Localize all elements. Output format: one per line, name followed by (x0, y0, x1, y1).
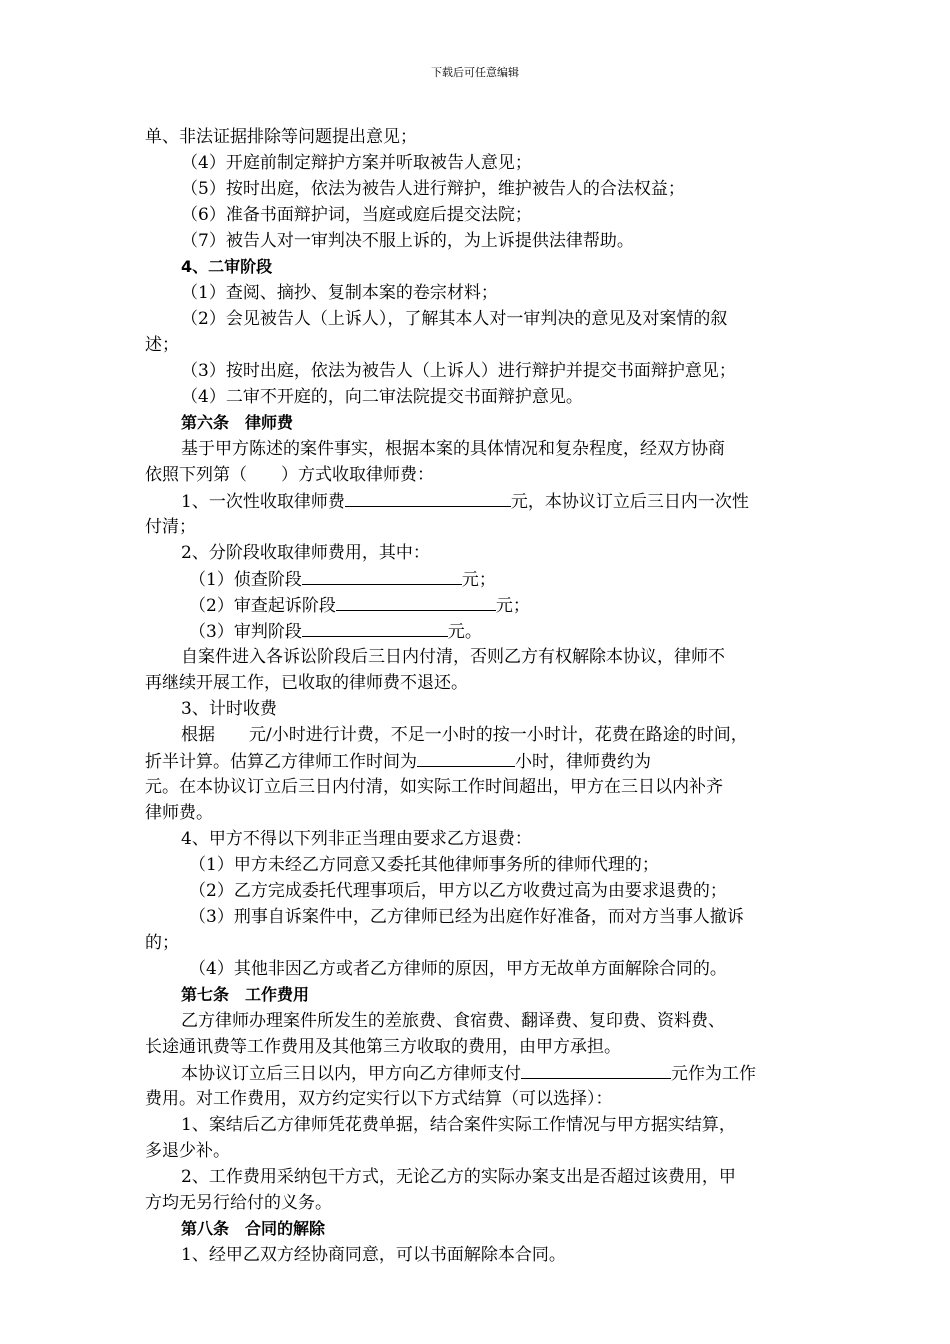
paragraph-line: 乙方律师办理案件所发生的差旅费、食宿费、翻译费、复印费、资料费、 (181, 1011, 725, 1031)
fee-label: （2）审查起诉阶段 (189, 596, 336, 616)
fee-suffix: 元，本协议订立后三日内一次性 (510, 492, 749, 512)
fee-label: 本协议订立后三日以内，甲方向乙方律师支付 (181, 1064, 521, 1084)
fee-label: 1、一次性收取律师费 (181, 492, 345, 512)
paragraph-line: 4、甲方不得以下列非正当理由要求乙方退费： (181, 829, 532, 849)
paragraph-line: （2）乙方完成委托代理事项后，甲方以乙方收费过高为由要求退费的； (189, 881, 727, 901)
paragraph-line: 单、非法证据排除等问题提出意见； (145, 127, 417, 147)
fee-suffix: 元。 (447, 622, 482, 642)
paragraph-line: （6）准备书面辩护词，当庭或庭后提交法院； (181, 205, 532, 225)
fee-line (145, 1060, 815, 1086)
paragraph-line: 1、案结后乙方律师凭花费单据，结合案件实际工作情况与甲方据实结算， (181, 1115, 736, 1135)
fee-line (145, 566, 815, 592)
blank-underline (302, 566, 462, 585)
fee-suffix: 元； (461, 570, 496, 590)
paragraph-line: （1）查阅、摘抄、复制本案的卷宗材料； (181, 283, 498, 303)
page-header: 下载后可任意编辑 (431, 66, 519, 79)
fee-line (145, 592, 815, 618)
fee-label: 折半计算。估算乙方律师工作时间为 (145, 752, 417, 772)
fee-line (145, 748, 815, 774)
paragraph-line: 依照下列第（ ）方式收取律师费： (145, 465, 434, 485)
document-body (145, 124, 815, 1268)
paragraph-line: （3）刑事自诉案件中，乙方律师已经为出庭作好准备，而对方当事人撤诉 (189, 907, 744, 927)
fee-suffix: 元； (495, 596, 530, 616)
blank-underline (521, 1060, 671, 1079)
paragraph-line: 方均无另行给付的义务。 (145, 1193, 332, 1213)
fee-suffix: 小时，律师费约为 (515, 752, 651, 772)
paragraph-line: 律师费。 (145, 803, 213, 823)
paragraph-line: 多退少补。 (145, 1141, 230, 1161)
paragraph-line: （3）按时出庭，依法为被告人（上诉人）进行辩护并提交书面辩护意见； (181, 361, 736, 381)
paragraph-line: 的； (145, 933, 179, 953)
paragraph-line: 自案件进入各诉讼阶段后三日内付清，否则乙方有权解除本协议，律师不 (181, 647, 725, 667)
paragraph-line: （4）开庭前制定辩护方案并听取被告人意见； (181, 153, 532, 173)
paragraph-line: 长途通讯费等工作费用及其他第三方收取的费用，由甲方承担。 (145, 1037, 621, 1057)
fee-label: （3）审判阶段 (189, 622, 302, 642)
paragraph-line: （2）会见被告人（上诉人），了解其本人对一审判决的意见及对案情的叙 (181, 309, 728, 329)
article-heading: 第八条 合同的解除 (181, 1219, 326, 1238)
paragraph-line: 再继续开展工作，已收取的律师费不退还。 (145, 673, 468, 693)
paragraph-line: 2、分阶段收取律师费用，其中： (181, 543, 430, 563)
paragraph-line: 3、计时收费 (181, 699, 277, 719)
blank-underline (336, 592, 496, 611)
fee-line (145, 618, 815, 644)
paragraph-line: （7）被告人对一审判决不服上诉的，为上诉提供法律帮助。 (181, 231, 634, 251)
fee-label: （1）侦查阶段 (189, 570, 302, 590)
section-heading: 4、二审阶段 (181, 257, 273, 276)
blank-underline (345, 488, 511, 507)
paragraph-line: 付清； (145, 517, 196, 537)
blank-underline (417, 748, 515, 767)
paragraph-line: （5）按时出庭，依法为被告人进行辩护，维护被告人的合法权益； (181, 179, 685, 199)
fee-line (145, 488, 815, 514)
paragraph-line: （4）二审不开庭的，向二审法院提交书面辩护意见。 (181, 387, 583, 407)
paragraph-line: 2、工作费用采纳包干方式，无论乙方的实际办案支出是否超过该费用，甲 (181, 1167, 736, 1187)
paragraph-line: 基于甲方陈述的案件事实，根据本案的具体情况和复杂程度，经双方协商 (181, 439, 725, 459)
paragraph-line: （4）其他非因乙方或者乙方律师的原因，甲方无故单方面解除合同的。 (189, 959, 727, 979)
article-heading: 第六条 律师费 (181, 413, 294, 432)
paragraph-line: 述； (145, 335, 179, 355)
paragraph-line: 1、经甲乙双方经协商同意，可以书面解除本合同。 (181, 1245, 566, 1265)
article-heading: 第七条 工作费用 (181, 985, 310, 1004)
blank-underline (302, 618, 448, 637)
fee-suffix: 元作为工作 (671, 1064, 756, 1084)
paragraph-line: 根据 元/小时进行计费，不足一小时的按一小时计，花费在路途的时间， (181, 725, 748, 745)
paragraph-line: 元。在本协议订立后三日内付清，如实际工作时间超出，甲方在三日以内补齐 (145, 777, 723, 797)
paragraph-line: （1）甲方未经乙方同意又委托其他律师事务所的律师代理的； (189, 855, 659, 875)
paragraph-line: 费用。对工作费用，双方约定实行以下方式结算（可以选择）： (145, 1089, 613, 1109)
